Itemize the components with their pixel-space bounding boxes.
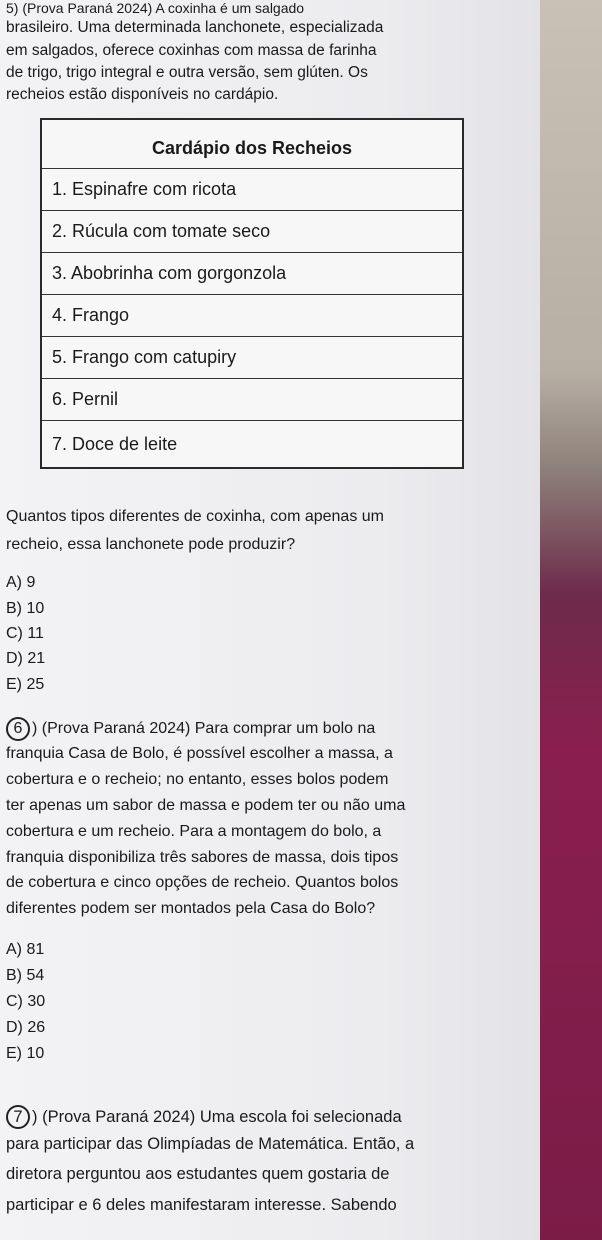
menu-table-title: Cardápio dos Recheios [42, 120, 462, 169]
q6-line: cobertura e um recheio. Para a montagem do bolo, a [6, 823, 382, 840]
q5-option: B) 10 [6, 600, 45, 617]
q6-line [6, 717, 375, 741]
q6-option: C) 30 [6, 993, 46, 1010]
q7-line [6, 1105, 402, 1129]
q6-line: franquia Casa de Bolo, é possível escolher a massa, a [6, 745, 393, 762]
q5-intro-line: brasileiro. Uma determinada lanchonete, especializada [6, 19, 384, 36]
q5-question-line: Quantos tipos diferentes de coxinha, com apenas um [6, 508, 384, 525]
q5-intro-line: em salgados, oferece coxinhas com massa de farinha [6, 42, 377, 59]
q6-number: 6 [6, 717, 30, 741]
q6-option: D) 26 [6, 1019, 46, 1036]
q5-option: A) 9 [6, 574, 36, 591]
q5-question-line: recheio, essa lanchonete pode produzir? [6, 536, 296, 553]
q5-header: 5) (Prova Paraná 2024) A coxinha é um salgado [6, 0, 305, 16]
q7-line: para participar das Olimpíadas de Matemática. Então, a [6, 1135, 415, 1153]
menu-row: 4. Frango [42, 295, 462, 337]
menu-row: 6. Pernil [42, 379, 462, 421]
q6-line: cobertura e o recheio; no entanto, esses bolos podem [6, 771, 389, 788]
q6-option: B) 54 [6, 967, 45, 984]
background-fabric [540, 0, 602, 1240]
q5-option: C) 11 [6, 625, 44, 642]
menu-table [40, 118, 464, 469]
q5-option: E) 25 [6, 676, 45, 693]
q5-intro-line: de trigo, trigo integral e outra versão, sem glúten. Os [6, 64, 368, 81]
q6-line-text: ) (Prova Paraná 2024) Para comprar um bolo na [32, 720, 376, 737]
menu-row: 7. Doce de leite [52, 434, 178, 454]
menu-row: 3. Abobrinha com gorgonzola [42, 253, 462, 295]
q5-option: D) 21 [6, 650, 46, 667]
q7-number: 7 [6, 1105, 30, 1129]
q7-line: diretora perguntou aos estudantes quem gostaria de [6, 1165, 390, 1183]
q6-line: ter apenas um sabor de massa e podem ter ou não uma [6, 797, 406, 814]
q6-line: diferentes podem ser montados pela Casa do Bolo? [6, 900, 376, 917]
q7-line: participar e 6 deles manifestaram interesse. Sabendo [6, 1196, 397, 1214]
q6-line: de cobertura e cinco opções de recheio. Quantos bolos [6, 874, 399, 891]
q6-option: E) 10 [6, 1045, 45, 1062]
q6-option: A) 81 [6, 941, 45, 958]
q7-line-text: ) (Prova Paraná 2024) Uma escola foi selecionada [32, 1108, 402, 1126]
q6-line: franquia disponibiliza três sabores de massa, dois tipos [6, 849, 399, 866]
menu-row: 1. Espinafre com ricota [42, 169, 462, 211]
menu-row: 5. Frango com catupiry [42, 337, 462, 379]
q5-intro-line: recheios estão disponíveis no cardápio. [6, 86, 279, 103]
menu-row: 2. Rúcula com tomate seco [42, 211, 462, 253]
